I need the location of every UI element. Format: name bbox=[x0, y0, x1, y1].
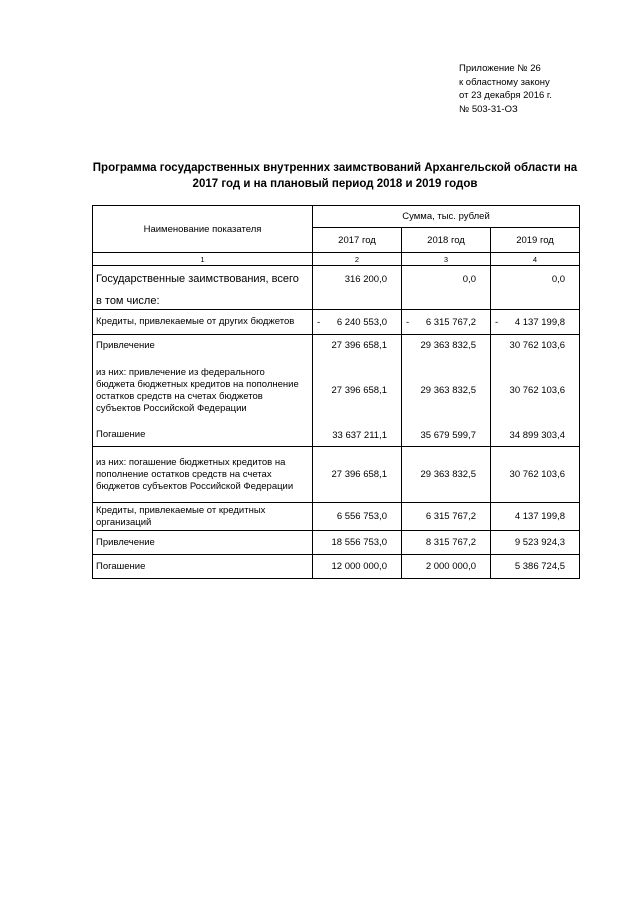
title-line: 2017 год и на плановый период 2018 и 2019 годов bbox=[192, 178, 478, 190]
value-2018: 6 315 767,2 bbox=[402, 503, 491, 531]
value-2019: 9 523 924,3 bbox=[491, 531, 580, 555]
appendix-line: № 503-31-ОЗ bbox=[459, 103, 518, 115]
value-2017: 27 396 658,1 bbox=[313, 357, 402, 425]
column-number: 4 bbox=[491, 253, 580, 266]
appendix-note bbox=[459, 62, 552, 116]
column-number: 1 bbox=[93, 253, 313, 266]
table-row bbox=[93, 310, 580, 335]
appendix-line: Приложение № 26 bbox=[459, 63, 541, 74]
value-2019: 30 762 103,6 bbox=[491, 357, 580, 425]
header-name: Наименование показателя bbox=[93, 206, 313, 253]
row-label: Кредиты, привлекаемые от кредитных организаций bbox=[93, 503, 313, 531]
title-line: Программа государственных внутренних заимствований Архангельской области на bbox=[92, 162, 578, 174]
table-row bbox=[93, 531, 580, 555]
table-row bbox=[93, 293, 580, 310]
value-2019: 4 137 199,8 bbox=[491, 503, 580, 531]
column-number: 3 bbox=[402, 253, 491, 266]
value-2019: 30 762 103,6 bbox=[491, 447, 580, 503]
value-2018: 0,0 bbox=[402, 266, 491, 293]
row-label: Погашение bbox=[93, 555, 313, 579]
appendix-line: к областному закону bbox=[459, 76, 550, 88]
column-number: 2 bbox=[313, 253, 402, 266]
minus-sign: - bbox=[495, 316, 499, 328]
table-row bbox=[93, 555, 580, 579]
header-year-2017: 2017 год bbox=[313, 228, 402, 253]
minus-sign: - bbox=[317, 316, 321, 328]
value-2017: 18 556 753,0 bbox=[313, 531, 402, 555]
value-2018: 2 000 000,0 bbox=[402, 555, 491, 579]
row-label: из них: привлечение из федерального бюджета бюджетных кредитов на пополнение остатков средств на счетах бюджетов субъектов Российской Федерации bbox=[93, 357, 313, 425]
row-label: Государственные заимствования, всего bbox=[93, 266, 313, 293]
table-row bbox=[93, 357, 580, 425]
borrowing-table bbox=[92, 205, 580, 579]
value-2017: 12 000 000,0 bbox=[313, 555, 402, 579]
value-2017: 6 240 553,0 bbox=[336, 316, 387, 328]
table-row bbox=[93, 425, 580, 447]
value-2019: 30 762 103,6 bbox=[491, 335, 580, 357]
value-2017: 33 637 211,1 bbox=[313, 425, 402, 447]
value-2017: 27 396 658,1 bbox=[313, 447, 402, 503]
table-row bbox=[93, 503, 580, 531]
value-2019: 34 899 303,4 bbox=[491, 425, 580, 447]
header-year-2019: 2019 год bbox=[491, 228, 580, 253]
value-2018: 29 363 832,5 bbox=[402, 357, 491, 425]
minus-sign: - bbox=[406, 316, 410, 328]
value-2018: 6 315 767,2 bbox=[425, 316, 476, 328]
value-2017: 27 396 658,1 bbox=[313, 335, 402, 357]
appendix-line: от 23 декабря 2016 г. bbox=[459, 90, 552, 101]
value-2018: 29 363 832,5 bbox=[402, 447, 491, 503]
value-2017: 6 556 753,0 bbox=[313, 503, 402, 531]
table-row bbox=[93, 266, 580, 293]
value-2018: 35 679 599,7 bbox=[402, 425, 491, 447]
header-sum: Сумма, тыс. рублей bbox=[313, 206, 580, 228]
row-label: Погашение bbox=[93, 425, 313, 447]
row-label: из них: погашение бюджетных кредитов на пополнение остатков средств на счетах бюджетов субъектов Российской Федерации bbox=[93, 447, 313, 503]
row-label: в том числе: bbox=[93, 293, 313, 310]
document-title bbox=[90, 160, 580, 192]
header-year-2018: 2018 год bbox=[402, 228, 491, 253]
row-label: Привлечение bbox=[93, 531, 313, 555]
value-2019: 5 386 724,5 bbox=[491, 555, 580, 579]
table-row bbox=[93, 335, 580, 357]
table-row bbox=[93, 447, 580, 503]
value-2018: 29 363 832,5 bbox=[402, 335, 491, 357]
value-2018: 8 315 767,2 bbox=[402, 531, 491, 555]
value-2019: 0,0 bbox=[491, 266, 580, 293]
value-2019: 4 137 199,8 bbox=[514, 316, 566, 328]
row-label: Привлечение bbox=[93, 335, 313, 357]
value-2017: 316 200,0 bbox=[313, 266, 402, 293]
row-label: Кредиты, привлекаемые от других бюджетов bbox=[93, 310, 313, 335]
